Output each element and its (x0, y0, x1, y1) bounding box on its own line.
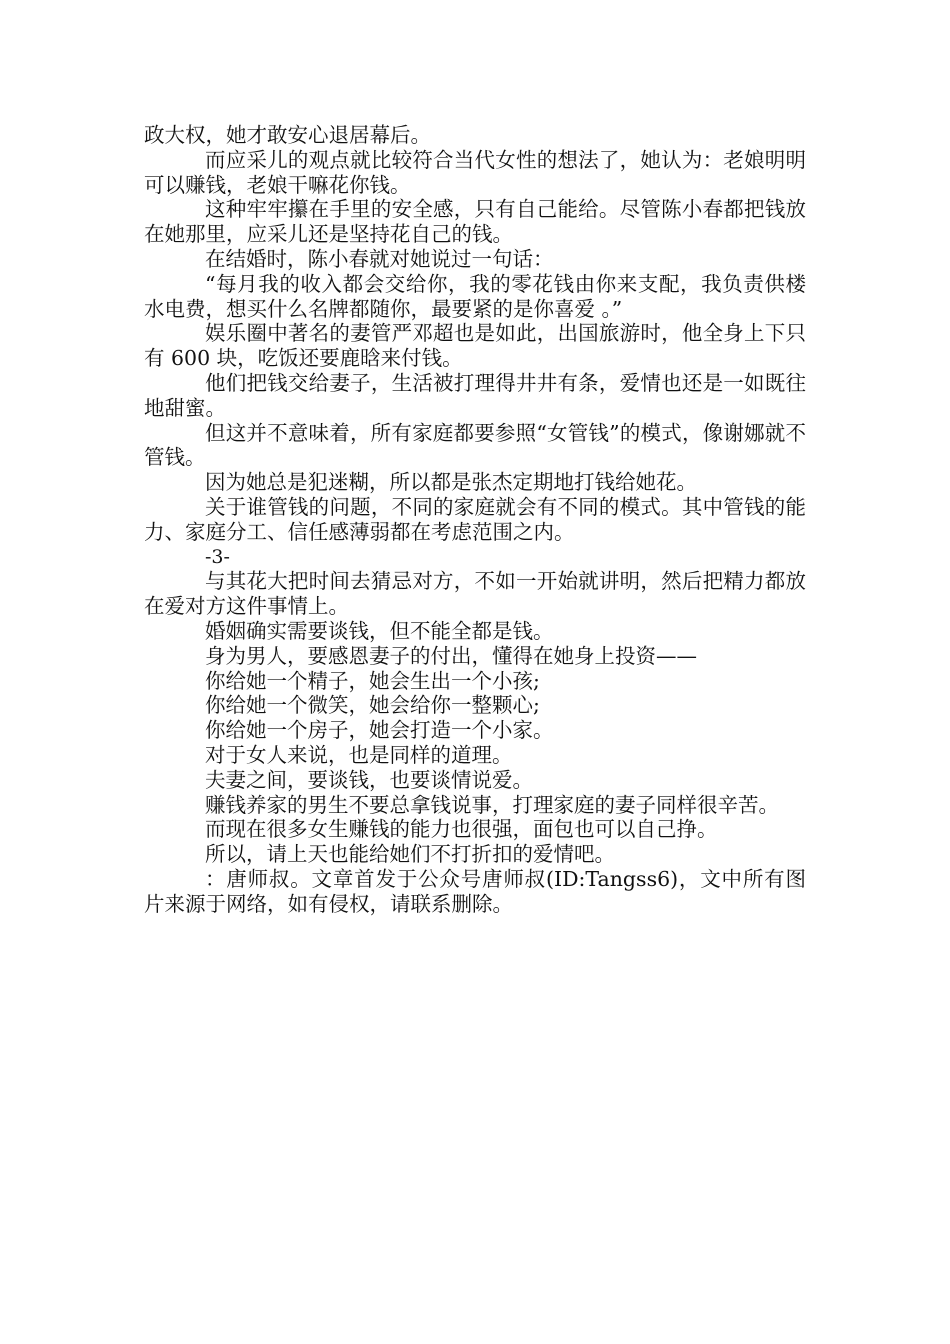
paragraph: 你给她一个精子，她会生出一个小孩; (205, 668, 540, 693)
paragraph: 而应采儿的观点就比较符合当代女性的想法了，她认为：老娘明明可以赚钱，老娘干嘛花你钱。 (144, 147, 806, 197)
paragraph: 这种牢牢攥在手里的安全感，只有自己能给。尽管陈小春都把钱放在她那里，应采儿还是坚持花自己的钱。 (144, 197, 806, 247)
paragraph: 因为她总是犯迷糊，所以都是张杰定期地打钱给她花。 (205, 470, 697, 495)
paragraph: 在结婚时，陈小春就对她说过一句话： (205, 246, 554, 271)
paragraph: 你给她一个房子，她会打造一个小家。 (205, 718, 554, 743)
paragraph: 政大权，她才敢安心退居幕后。 (144, 123, 431, 147)
paragraph: 与其花大把时间去猜忌对方，不如一开始就讲明，然后把精力都放在爱对方这件事情上。 (144, 569, 806, 619)
paragraph: 但这并不意味着，所有家庭都要参照“女管钱”的模式，像谢娜就不管钱。 (144, 420, 806, 470)
paragraph: 关于谁管钱的问题，不同的家庭就会有不同的模式。其中管钱的能力、家庭分工、信任感薄弱都在考虑范围之内。 (144, 494, 806, 544)
paragraph: 夫妻之间，要谈钱，也要谈情说爱。 (205, 767, 533, 792)
paragraph: 你给她一个微笑，她会给你一整颗心; (205, 693, 540, 718)
paragraph: 娱乐圈中著名的妻管严邓超也是如此，出国旅游时，他全身上下只有 600 块，吃饭还要鹿晗来付钱。 (144, 321, 806, 371)
document-body (144, 123, 806, 917)
footer-note: ：唐师叔。文章首发于公众号唐师叔(ID:Tangss6)，文中所有图片来源于网络，如有侵权，请联系删除。 (144, 866, 806, 916)
paragraph: 而现在很多女生赚钱的能力也很强，面包也可以自己挣。 (205, 817, 718, 842)
section-marker: -3- (205, 545, 230, 568)
paragraph: 赚钱养家的男生不要总拿钱说事，打理家庭的妻子同样很辛苦。 (205, 792, 779, 817)
paragraph: 所以，请上天也能给她们不打折扣的爱情吧。 (205, 842, 615, 867)
paragraph: “每月我的收入都会交给你，我的零花钱由你来支配，我负责供楼水电费，想买什么名牌都随你，最要紧的是你喜爱 。” (144, 271, 806, 321)
paragraph: 婚姻确实需要谈钱，但不能全都是钱。 (205, 618, 554, 643)
paragraph: 对于女人来说，也是同样的道理。 (205, 742, 513, 767)
paragraph: 他们把钱交给妻子，生活被打理得井井有条，爱情也还是一如既往地甜蜜。 (144, 370, 806, 420)
paragraph: 身为男人，要感恩妻子的付出，懂得在她身上投资—— (205, 643, 697, 668)
